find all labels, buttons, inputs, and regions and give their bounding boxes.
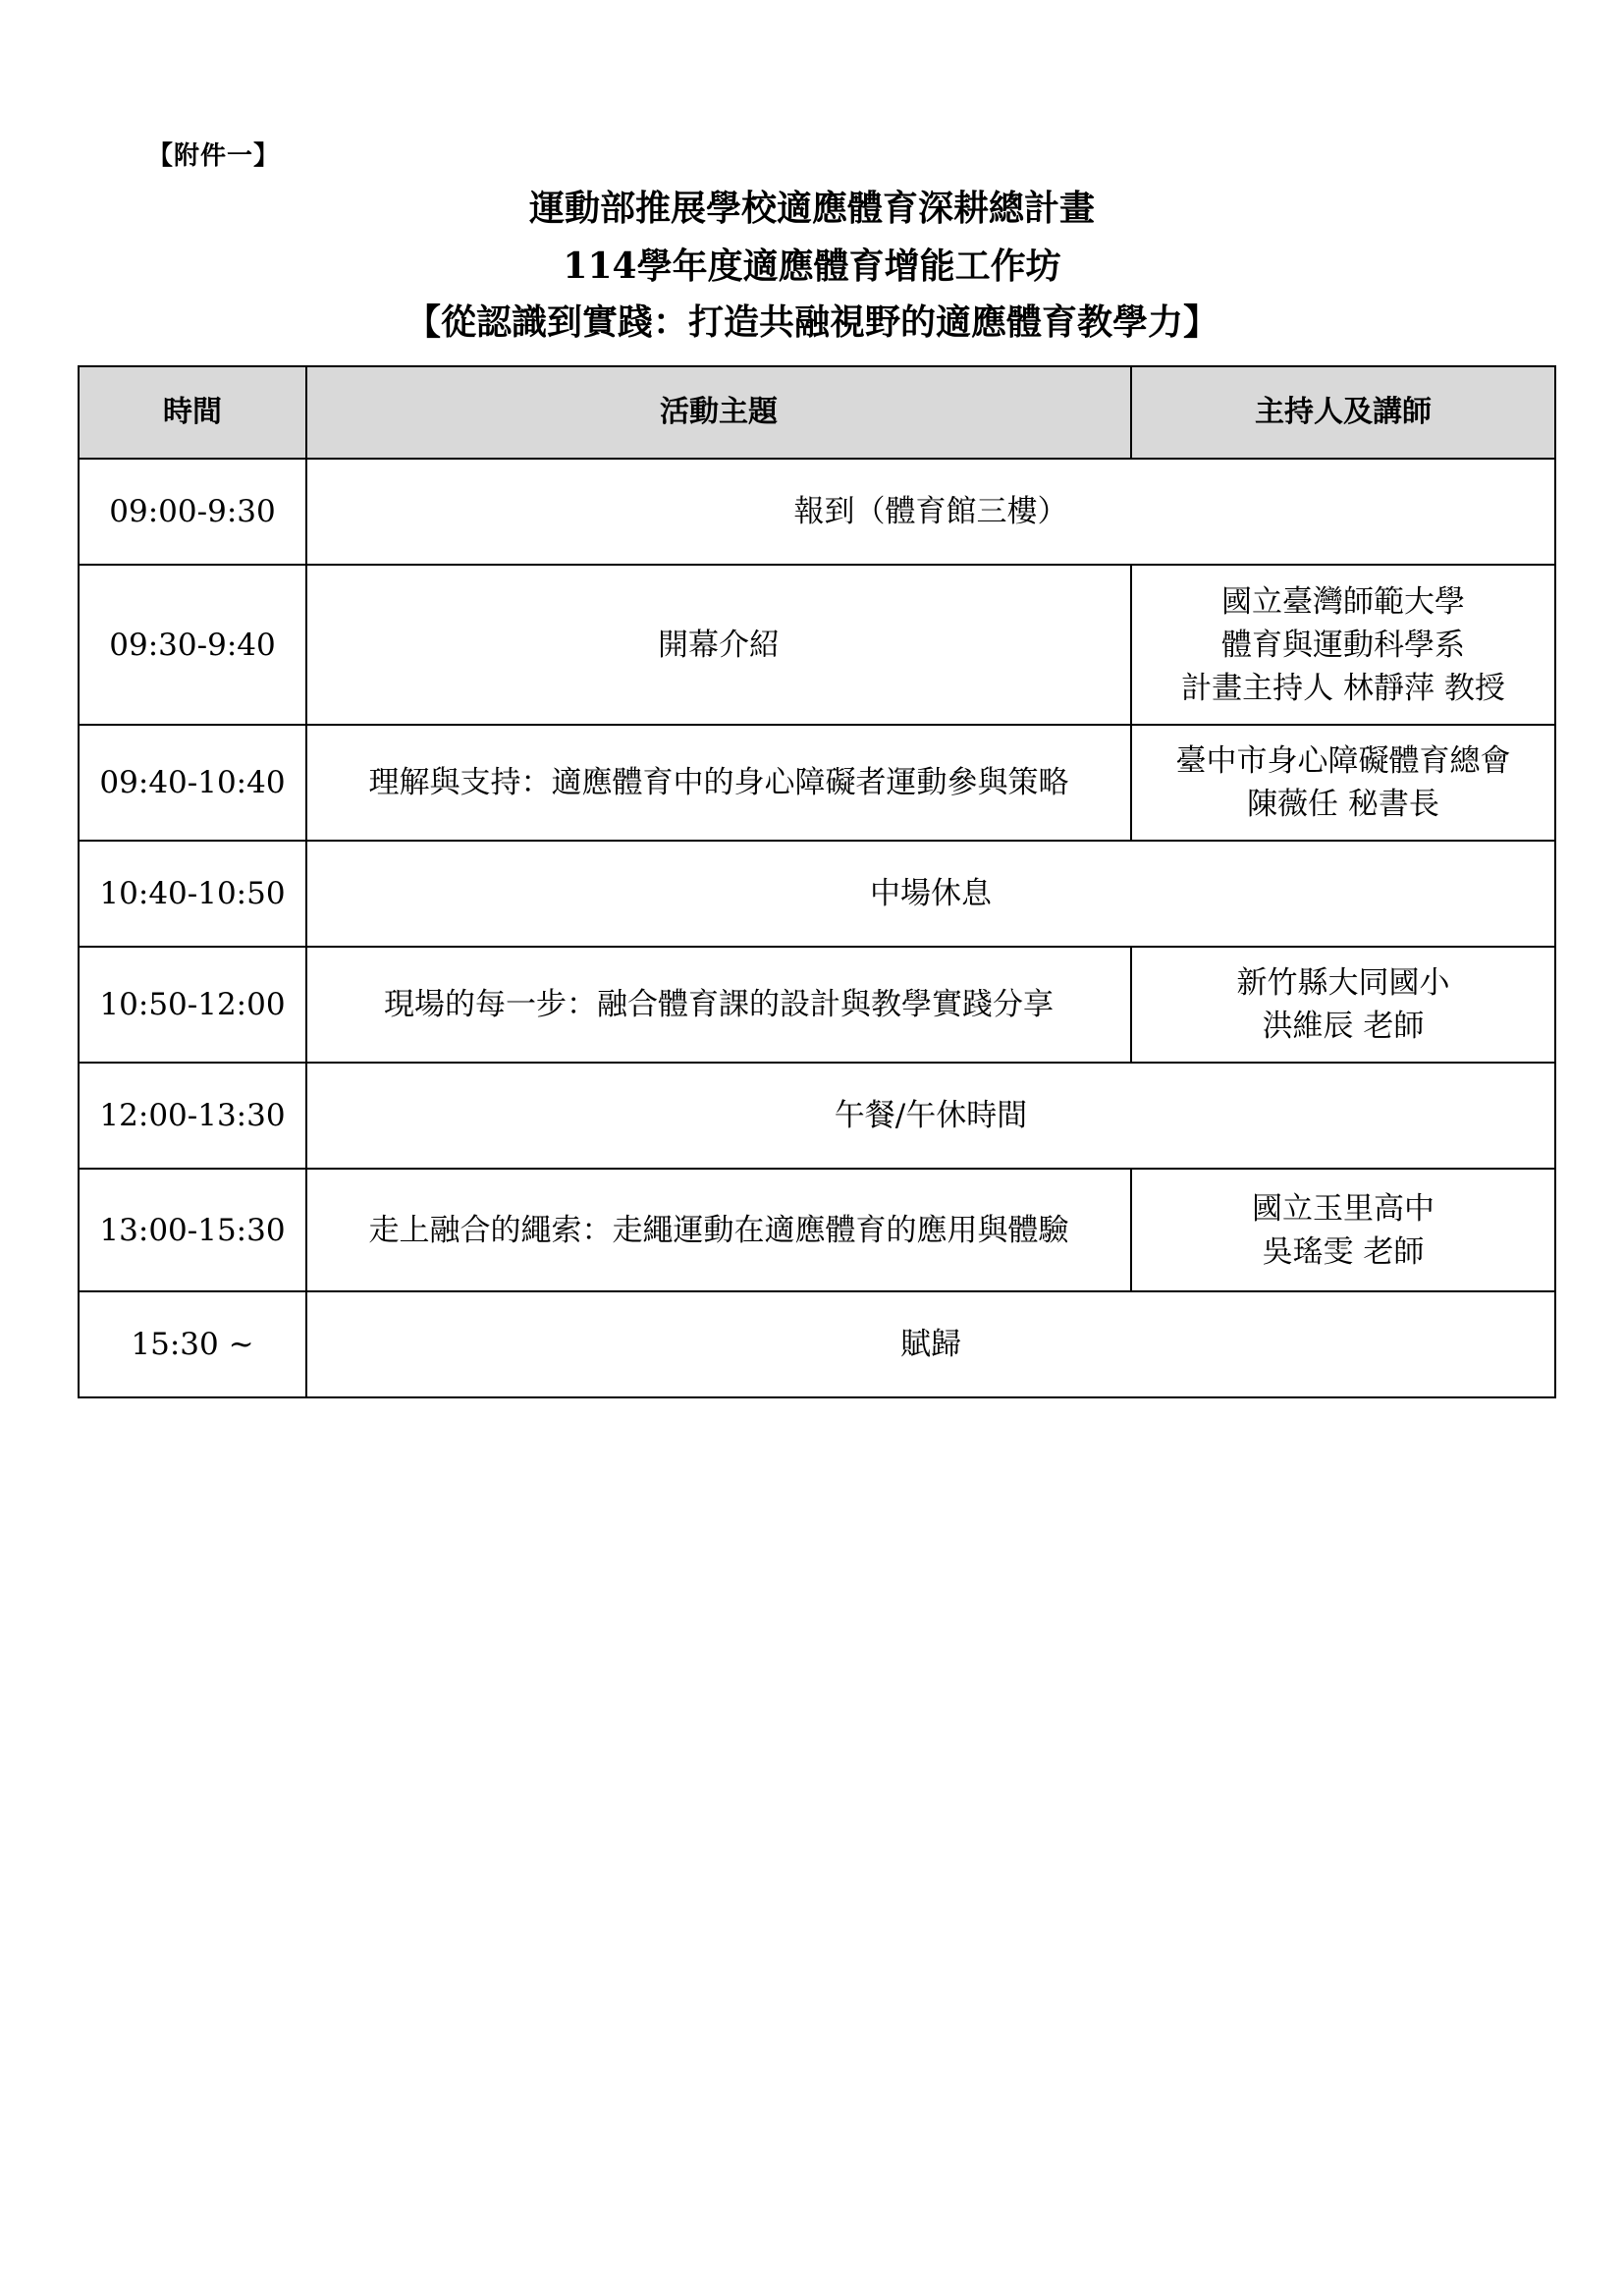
host-line: 體育與運動科學系 — [1221, 627, 1465, 663]
header-host: 主持人及講師 — [1131, 366, 1555, 459]
row-topic: 走上融合的繩索：走繩運動在適應體育的應用與體驗 — [306, 1169, 1131, 1291]
row-topic: 午餐/午休時間 — [306, 1063, 1555, 1169]
row-host — [1131, 565, 1555, 725]
host-line: 計畫主持人 林靜萍 教授 — [1181, 670, 1505, 706]
row-time: 09:40-10:40 — [79, 725, 306, 841]
row-time: 15:30 ~ — [79, 1291, 306, 1397]
host-line: 吳瑤雯 老師 — [1262, 1233, 1425, 1270]
row-time: 10:40-10:50 — [79, 841, 306, 947]
row-topic: 中場休息 — [306, 841, 1555, 947]
schedule-table — [78, 365, 1556, 1398]
table-row — [79, 565, 1555, 725]
row-time: 13:00-15:30 — [79, 1169, 306, 1291]
row-time: 12:00-13:30 — [79, 1063, 306, 1169]
table-row — [79, 725, 1555, 841]
table-header-row — [79, 366, 1555, 459]
header-time: 時間 — [79, 366, 306, 459]
table-row — [79, 459, 1555, 565]
document-title-sub: 114學年度適應體育增能工作坊 — [563, 246, 1061, 287]
table-row — [79, 1063, 1555, 1169]
row-time: 09:30-9:40 — [79, 565, 306, 725]
table-row — [79, 1169, 1555, 1291]
header-topic: 活動主題 — [306, 366, 1131, 459]
table-row — [79, 947, 1555, 1063]
host-line: 陳薇任 秘書長 — [1247, 787, 1439, 822]
document-title-main: 運動部推展學校適應體育深耕總計畫 — [528, 188, 1095, 229]
row-time: 09:00-9:30 — [79, 459, 306, 565]
row-topic: 現場的每一步：融合體育課的設計與教學實踐分享 — [306, 947, 1131, 1063]
row-topic: 理解與支持：適應體育中的身心障礙者運動參與策略 — [306, 725, 1131, 841]
table-row — [79, 1291, 1555, 1397]
row-host — [1131, 725, 1555, 841]
host-line: 洪維辰 老師 — [1262, 1009, 1425, 1044]
row-host — [1131, 1169, 1555, 1291]
host-line: 新竹縣大同國小 — [1236, 965, 1450, 1001]
row-topic: 開幕介紹 — [306, 565, 1131, 725]
row-host — [1131, 947, 1555, 1063]
row-topic: 賦歸 — [306, 1291, 1555, 1397]
host-line: 國立臺灣師範大學 — [1221, 583, 1465, 620]
host-line: 臺中市身心障礙體育總會 — [1175, 743, 1511, 779]
host-line: 國立玉里高中 — [1252, 1190, 1435, 1227]
attachment-label: 【附件一】 — [147, 141, 281, 171]
table-row — [79, 841, 1555, 947]
row-time: 10:50-12:00 — [79, 947, 306, 1063]
row-topic: 報到（體育館三樓） — [306, 459, 1555, 565]
document-title-theme: 【從認識到實踐：打造共融視野的適應體育教學力】 — [405, 301, 1218, 343]
